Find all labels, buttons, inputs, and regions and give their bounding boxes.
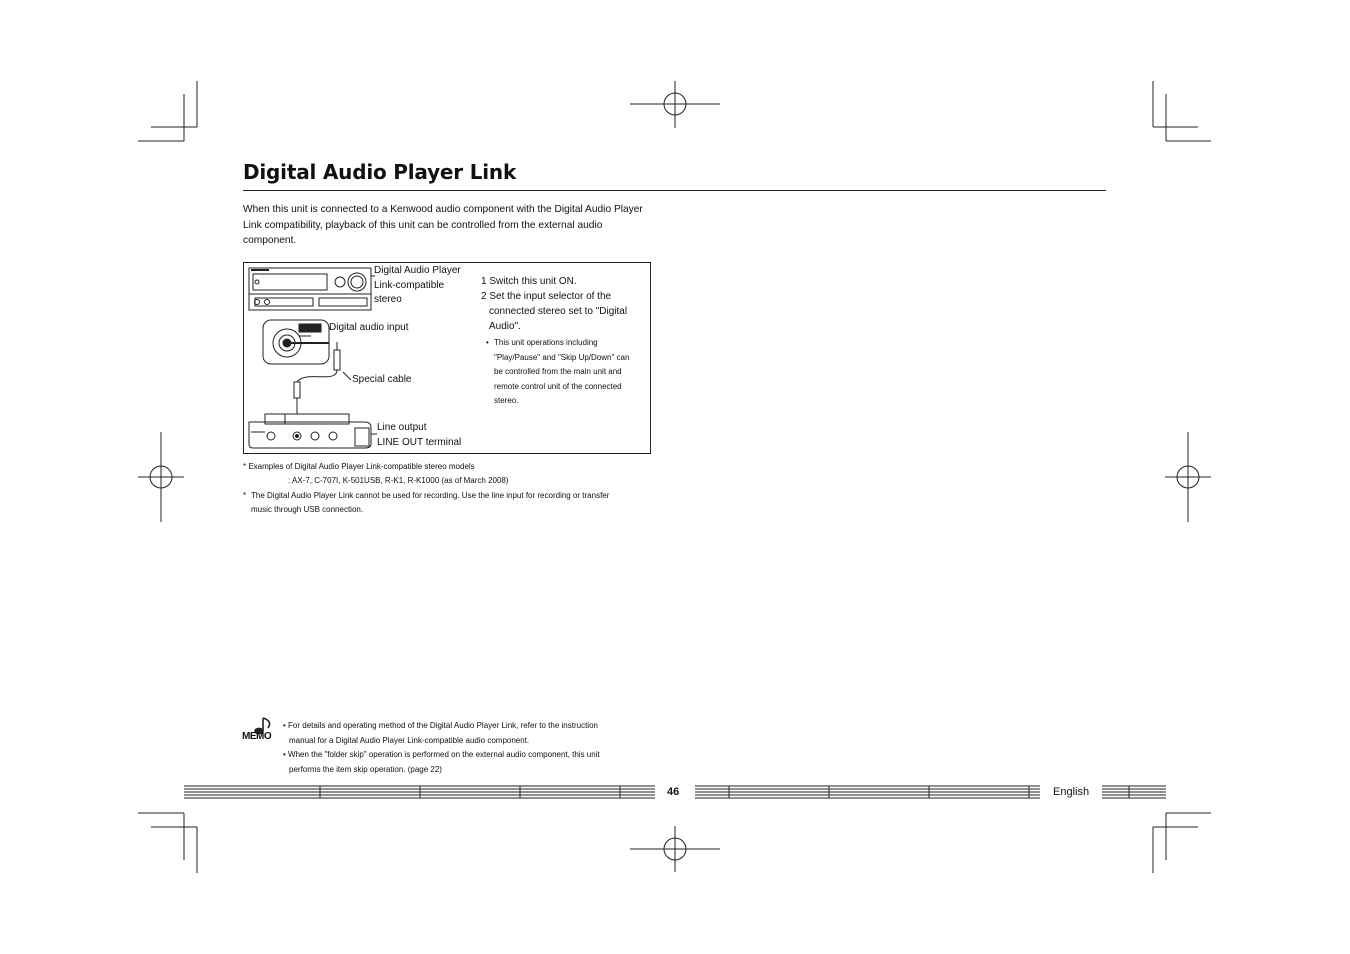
step-item: 2 Set the input selector of the (481, 291, 612, 302)
step-item: Audio". (489, 321, 521, 332)
memo-line: • For details and operating method of the Digital Audio Player Link, refer to the instruction (283, 721, 598, 730)
note-models-list: : AX-7, C-707I, K-501USB, R-K1, R-K1000 (as of March 2008) (288, 476, 509, 485)
bullet-line: This unit operations including (494, 338, 598, 347)
digital-input-label: Digital audio input (329, 322, 409, 333)
note-models: * Examples of Digital Audio Player Link-compatible stereo models (243, 462, 475, 471)
line-output-label (377, 421, 461, 450)
memo-line: performs the item skip operation. (page 22) (289, 764, 442, 774)
bullet-line: be controlled from the main unit and (494, 367, 622, 376)
portable-player-drawing (249, 414, 371, 448)
bullet-line: "Play/Pause" and "Skip Up/Down" can (494, 352, 630, 362)
note-recording (251, 489, 651, 517)
line-output-label-line: LINE OUT terminal (377, 436, 462, 448)
note-mark: * (243, 491, 247, 500)
memo-line: • When the "folder skip" operation is performed on the external audio component, this unit (283, 750, 600, 759)
language-label: English (1053, 786, 1090, 798)
step-item: connected stereo set to "Digital (489, 306, 628, 317)
page-title: Digital Audio Player Link (243, 160, 517, 184)
bullet-line: remote control unit of the connected (494, 381, 622, 391)
bullet-note (494, 336, 629, 409)
line-output-label-line: Line output (377, 422, 427, 433)
special-cable-drawing (294, 342, 340, 414)
step-item: 1 Switch this unit ON. (481, 276, 577, 287)
digital-input-jack-drawing (263, 320, 329, 364)
stereo-label (374, 264, 461, 308)
stereo-unit-drawing (249, 268, 371, 310)
note-line: The Digital Audio Player Link cannot be used for recording. Use the line input for recording or transfer (251, 491, 610, 500)
memo-line: manual for a Digital Audio Player Link-compatible audio component. (289, 735, 530, 745)
stereo-label-line: stereo (374, 294, 402, 305)
memo-icon: MEMO (242, 731, 272, 742)
bullet-line: stereo. (494, 396, 519, 405)
memo-text (283, 719, 600, 777)
special-cable-label: Special cable (352, 374, 412, 385)
title-rule (243, 190, 1106, 191)
bullet-mark: • (486, 338, 489, 347)
stereo-label-line: Digital Audio Player (374, 265, 461, 276)
step-list (481, 274, 627, 334)
intro-paragraph: When this unit is connected to a Kenwood audio component with the Digital Audio Player Link compatibility, playback of this unit can be controlled from the external audio component. (243, 204, 643, 246)
note-line: music through USB connection. (251, 505, 364, 514)
stereo-label-line: Link-compatible (374, 279, 445, 291)
page-number: 46 (667, 786, 680, 798)
